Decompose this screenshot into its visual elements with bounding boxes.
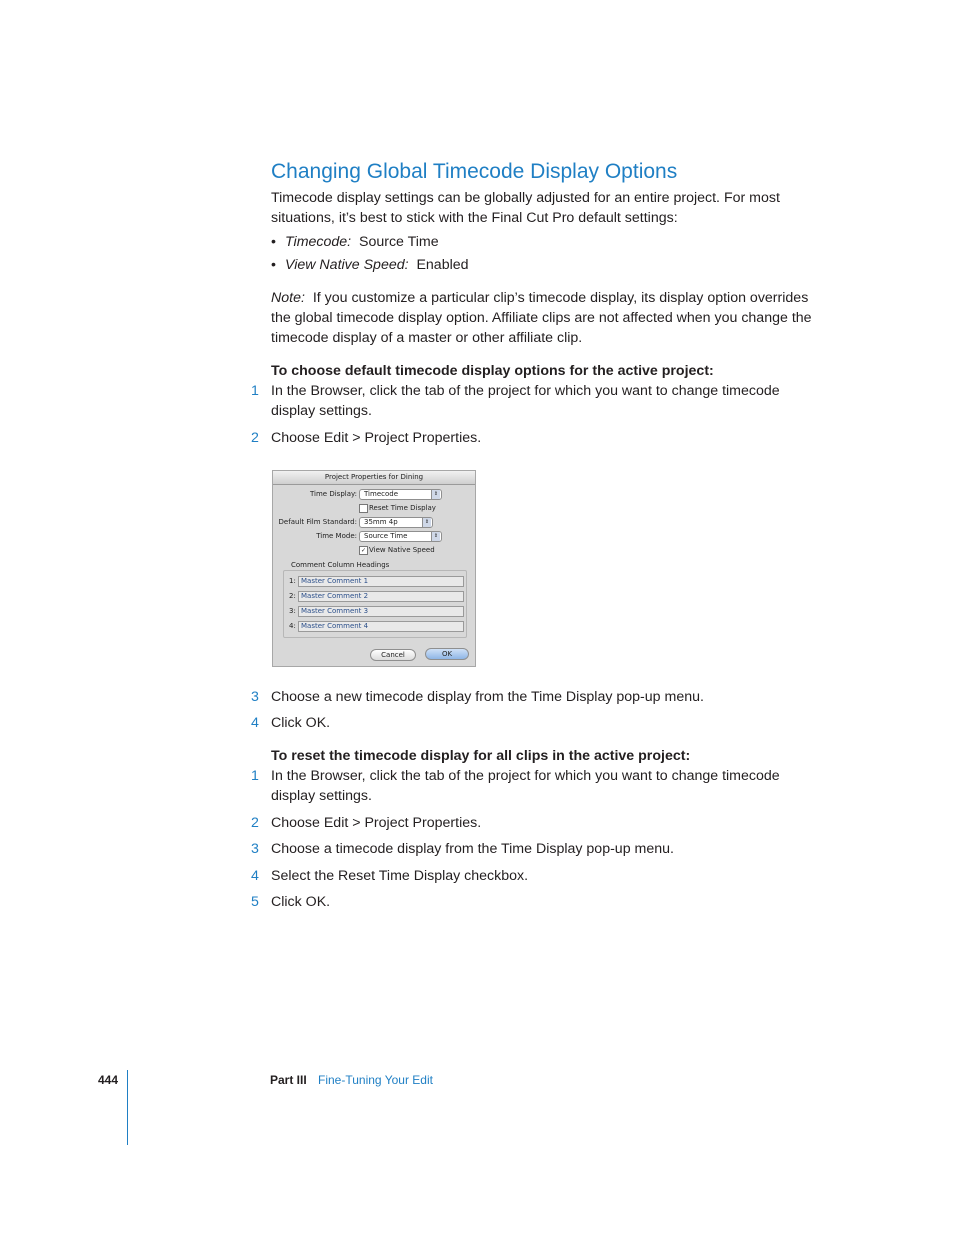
time-mode-value: Source Time bbox=[364, 532, 408, 540]
reset-time-display-checkbox[interactable] bbox=[359, 504, 368, 513]
time-display-value: Timecode bbox=[364, 490, 399, 498]
bullet-timecode bbox=[271, 232, 439, 252]
page-title: Changing Global Timecode Display Options bbox=[271, 160, 678, 183]
time-display-label: Time Display: bbox=[309, 490, 357, 498]
dialog-title: Project Properties for Dining bbox=[273, 471, 475, 485]
popup-arrows-icon: ⇕ bbox=[431, 490, 440, 499]
page-number: 444 bbox=[98, 1073, 119, 1087]
bullet-value: Enabled bbox=[416, 257, 469, 273]
step-number: 5 bbox=[251, 894, 259, 910]
comment-number: 3: bbox=[289, 607, 296, 615]
task1-heading: To choose default timecode display options for the active project: bbox=[271, 363, 714, 379]
film-standard-popup[interactable] bbox=[359, 517, 433, 528]
time-mode-popup[interactable] bbox=[359, 531, 442, 542]
footer-part: Part III bbox=[270, 1073, 307, 1087]
step-number: 3 bbox=[251, 689, 259, 705]
step-number: 2 bbox=[251, 815, 259, 831]
bullet-value: Source Time bbox=[359, 234, 439, 250]
bullet-native-speed bbox=[271, 255, 469, 275]
bullet-dot: • bbox=[271, 234, 276, 250]
comment-number: 4: bbox=[289, 622, 296, 630]
film-standard-value: 35mm 4p bbox=[364, 518, 398, 526]
comment-field-3[interactable]: Master Comment 3 bbox=[298, 606, 464, 617]
note-text: If you customize a particular clip’s timecode display, its display option overrides the global timecode display option. Affiliate clips are not affected when you change the timecode display of a master or other affiliate clip. bbox=[271, 290, 812, 346]
comment-number: 1: bbox=[289, 577, 296, 585]
step-number: 4 bbox=[251, 715, 259, 731]
popup-arrows-icon: ⇕ bbox=[431, 532, 440, 541]
task2-heading: To reset the timecode display for all clips in the active project: bbox=[271, 748, 691, 764]
comment-field-2[interactable]: Master Comment 2 bbox=[298, 591, 464, 602]
comment-field-1[interactable]: Master Comment 1 bbox=[298, 576, 464, 587]
project-properties-dialog bbox=[272, 470, 476, 667]
bullet-label: Timecode: bbox=[285, 234, 352, 250]
popup-arrows-icon: ⇕ bbox=[422, 518, 431, 527]
note-paragraph bbox=[271, 288, 816, 348]
intro-paragraph: Timecode display settings can be globally adjusted for an entire project. For most situations, it’s best to stick with the Final Cut Pro default settings: bbox=[271, 190, 780, 226]
step-number: 2 bbox=[251, 430, 259, 446]
time-display-popup[interactable] bbox=[359, 489, 442, 500]
step-number: 4 bbox=[251, 868, 259, 884]
step-text: Choose a new timecode display from the Time Display pop-up menu. bbox=[271, 689, 704, 705]
view-native-speed-label: View Native Speed bbox=[369, 546, 435, 554]
film-standard-label: Default Film Standard: bbox=[278, 518, 357, 526]
footer-divider bbox=[127, 1070, 128, 1145]
step-text: Click OK. bbox=[271, 894, 331, 910]
comment-number: 2: bbox=[289, 592, 296, 600]
step-text: Choose Edit > Project Properties. bbox=[271, 815, 482, 831]
ok-button[interactable]: OK bbox=[425, 648, 469, 660]
bullet-label: View Native Speed: bbox=[285, 257, 409, 273]
step-number: 1 bbox=[251, 383, 259, 399]
comment-field-4[interactable]: Master Comment 4 bbox=[298, 621, 464, 632]
step-text: In the Browser, click the tab of the project for which you want to change timecode display settings. bbox=[271, 768, 780, 804]
comment-group-label: Comment Column Headings bbox=[291, 561, 390, 569]
bullet-dot: • bbox=[271, 257, 276, 273]
view-native-speed-checkbox[interactable]: ✓ bbox=[360, 547, 367, 554]
step-number: 3 bbox=[251, 841, 259, 857]
step-text: Choose Edit > Project Properties. bbox=[271, 430, 482, 446]
cancel-button[interactable]: Cancel bbox=[370, 649, 416, 661]
step-text: Choose a timecode display from the Time Display pop-up menu. bbox=[271, 841, 674, 857]
reset-time-display-label: Reset Time Display bbox=[369, 504, 436, 512]
step-number: 1 bbox=[251, 768, 259, 784]
step-text: Select the Reset Time Display checkbox. bbox=[271, 868, 529, 884]
note-label: Note: bbox=[271, 290, 305, 306]
footer-section-link[interactable]: Fine-Tuning Your Edit bbox=[318, 1073, 433, 1087]
time-mode-label: Time Mode: bbox=[316, 532, 357, 540]
step-text: Click OK. bbox=[271, 715, 331, 731]
step-text: In the Browser, click the tab of the project for which you want to change timecode display settings. bbox=[271, 383, 780, 419]
